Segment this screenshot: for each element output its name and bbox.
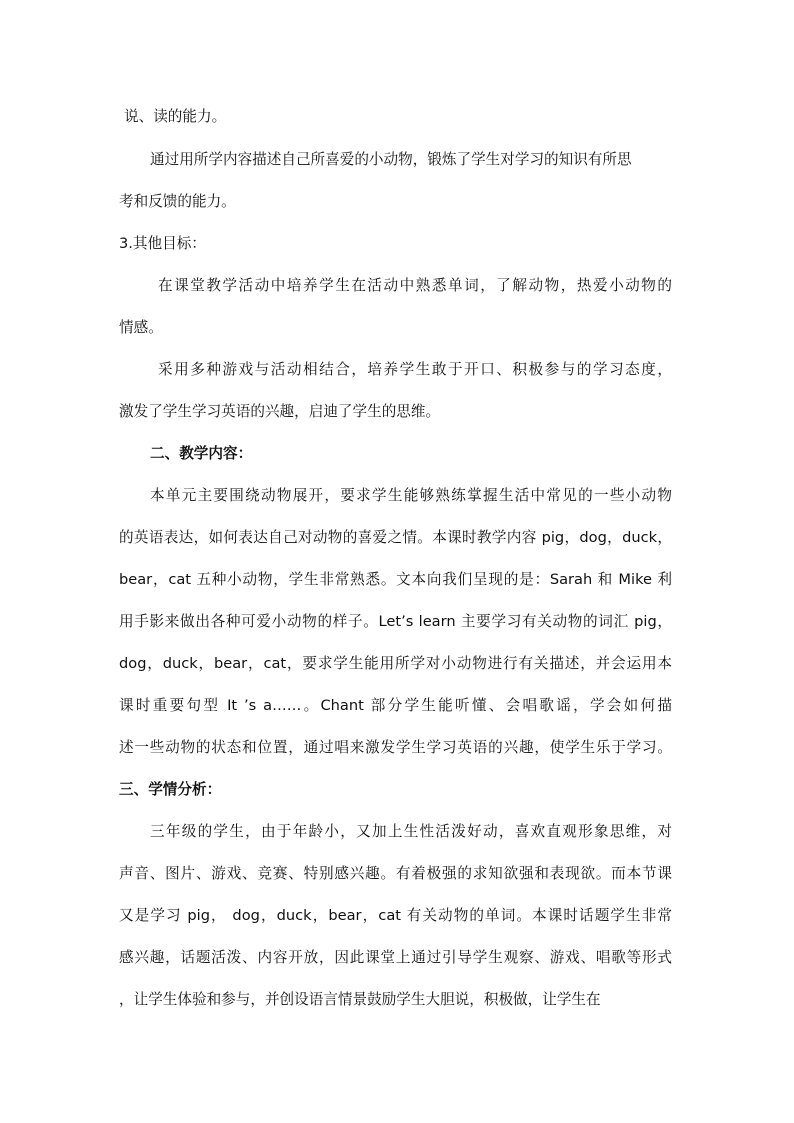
text-line: 用手影来做出各种可爱小动物的样子。Let’s learn 主要学习有关动物的词汇 pig，: [119, 613, 672, 630]
section-subheading: 3.其他目标：: [119, 235, 206, 252]
text-line: dog，duck，bear，cat，要求学生能用所学对小动物进行有关描述，并会运用本: [119, 655, 672, 672]
text-line: bear，cat 五种小动物，学生非常熟悉。文本向我们呈现的是：Sarah 和 Mike 利: [119, 571, 672, 588]
text-line: 述一些动物的状态和位置，通过唱来激发学生学习英语的兴趣，使学生乐于学习。: [119, 739, 672, 756]
text-line: 声音、图片、游戏、竞赛、特别感兴趣。有着极强的求知欲强和表现欲。而本节课: [119, 865, 672, 882]
section-heading: 三、学情分析：: [119, 781, 222, 798]
text-line: 激发了学生学习英语的兴趣，启迪了学生的思维。: [119, 403, 441, 420]
text-line: 采用多种游戏与活动相结合，培养学生敢于开口、积极参与的学习态度，: [158, 361, 672, 378]
text-line: 三年级的学生，由于年龄小，又加上生性活泼好动，喜欢直观形象思维，对: [150, 823, 672, 840]
text-line: 说、读的能力。: [124, 108, 227, 125]
text-line: 感兴趣，话题活泼、内容开放，因此课堂上通过引导学生观察、游戏、唱歌等形式: [119, 949, 672, 966]
text-line: 又是学习 pig， dog，duck，bear，cat 有关动物的单词。本课时话题学生非常: [119, 907, 672, 924]
text-line: 考和反馈的能力。: [119, 193, 236, 210]
text-line: 在课堂教学活动中培养学生在活动中熟悉单词，了解动物，热爱小动物的: [158, 277, 672, 294]
text-line: ，让学生体验和参与，并创设语言情景鼓励学生大胆说，积极做，让学生在: [119, 991, 601, 1008]
text-line: 情感。: [119, 319, 163, 336]
section-heading: 二、教学内容：: [150, 445, 253, 462]
text-line: 的英语表达，如何表达自己对动物的喜爱之情。本课时教学内容 pig，dog，duck，: [119, 529, 672, 546]
text-line: 本单元主要围绕动物展开，要求学生能够熟练掌握生活中常见的一些小动物: [150, 487, 672, 504]
text-line: 课时重要句型 It ’s a……。Chant 部分学生能听懂、会唱歌谣，学会如何描: [119, 697, 672, 714]
text-line: 通过用所学内容描述自己所喜爱的小动物，锻炼了学生对学习的知识有所思: [150, 151, 632, 168]
